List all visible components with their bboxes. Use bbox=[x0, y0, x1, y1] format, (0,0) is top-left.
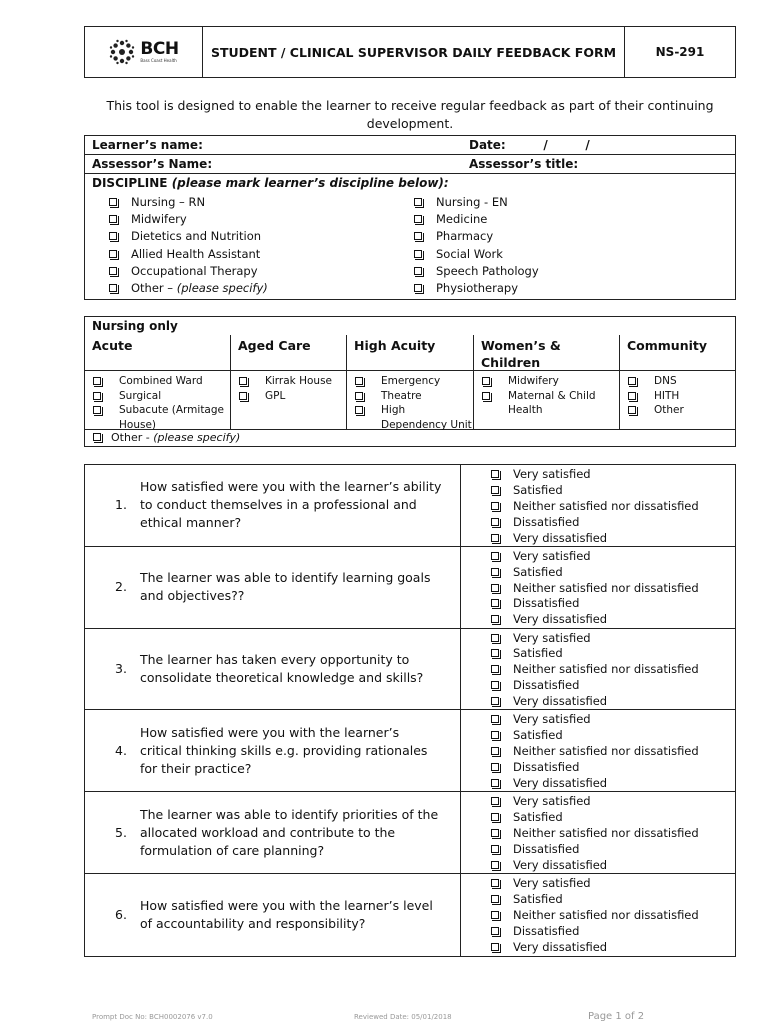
rating-option-label: Dissatisfied bbox=[513, 841, 580, 856]
checkbox[interactable] bbox=[491, 927, 499, 935]
nursing-option-label: Midwifery bbox=[508, 375, 559, 387]
discipline-option[interactable] bbox=[109, 211, 410, 228]
rating-option-label: Satisfied bbox=[513, 891, 563, 906]
rating-option-label: Dissatisfied bbox=[513, 923, 580, 938]
rating-option-label: Neither satisfied nor dissatisfied bbox=[513, 907, 699, 922]
intro-text: This tool is designed to enable the learner to receive regular feedback as part of their continuing development. bbox=[106, 98, 714, 131]
question-row bbox=[85, 792, 735, 874]
rating-option-label: Neither satisfied nor dissatisfied bbox=[513, 498, 699, 513]
rating-option[interactable] bbox=[491, 515, 735, 531]
assessor-name-label: Assessor’s Name: bbox=[92, 157, 213, 171]
discipline-option-label: Nursing – RN bbox=[131, 195, 206, 209]
rating-option[interactable] bbox=[491, 694, 735, 710]
rating-option-label: Neither satisfied nor dissatisfied bbox=[513, 662, 699, 677]
rating-option[interactable] bbox=[491, 499, 735, 515]
checkbox[interactable] bbox=[491, 911, 499, 919]
form-header bbox=[84, 26, 736, 78]
rating-option[interactable] bbox=[491, 842, 735, 858]
nursing-columns bbox=[85, 335, 735, 429]
checkbox[interactable] bbox=[491, 518, 499, 526]
nursing-column-acute bbox=[85, 335, 231, 429]
discipline-option[interactable] bbox=[414, 263, 735, 280]
question-row bbox=[85, 710, 735, 792]
checkbox[interactable] bbox=[491, 697, 499, 705]
question-row bbox=[85, 874, 735, 956]
nursing-option[interactable] bbox=[628, 403, 735, 418]
rating-option[interactable] bbox=[491, 531, 735, 547]
checkbox[interactable] bbox=[491, 715, 499, 723]
question-text-cell bbox=[85, 874, 461, 956]
rating-option[interactable] bbox=[491, 892, 735, 908]
rating-option-label: Very dissatisfied bbox=[513, 694, 608, 709]
discipline-column-right bbox=[410, 194, 735, 297]
checkbox[interactable] bbox=[491, 634, 499, 642]
rating-option-label: Very satisfied bbox=[513, 548, 591, 563]
nursing-column-options bbox=[347, 371, 473, 429]
rating-option[interactable] bbox=[491, 565, 735, 581]
checkbox[interactable] bbox=[491, 502, 499, 510]
checkbox[interactable] bbox=[491, 829, 499, 837]
checkbox[interactable] bbox=[93, 392, 101, 400]
rating-option[interactable] bbox=[491, 826, 735, 842]
nursing-column-options bbox=[231, 371, 346, 429]
nursing-column-heading: Women’s & Children bbox=[474, 335, 619, 371]
nursing-option[interactable] bbox=[239, 389, 346, 404]
discipline-option[interactable] bbox=[414, 246, 735, 263]
question-row bbox=[85, 629, 735, 711]
checkbox[interactable] bbox=[491, 861, 499, 869]
rating-option[interactable] bbox=[491, 744, 735, 760]
nursing-option-label: Subacute (Armitage House) bbox=[119, 404, 224, 431]
checkbox[interactable] bbox=[414, 267, 422, 275]
checkbox[interactable] bbox=[414, 215, 422, 223]
question-number: 1. bbox=[115, 497, 127, 513]
rating-option[interactable] bbox=[491, 776, 735, 792]
checkbox[interactable] bbox=[628, 406, 636, 414]
nursing-only-title: Nursing only bbox=[92, 319, 178, 333]
bch-logo-icon bbox=[108, 38, 136, 66]
learner-name-row bbox=[85, 136, 735, 155]
rating-option[interactable] bbox=[491, 581, 735, 597]
nursing-column-heading: Community bbox=[620, 335, 735, 371]
rating-option-label: Very dissatisfied bbox=[513, 612, 608, 627]
rating-option[interactable] bbox=[491, 549, 735, 565]
checkbox[interactable] bbox=[491, 599, 499, 607]
checkbox[interactable] bbox=[491, 615, 499, 623]
question-text-cell bbox=[85, 465, 461, 546]
rating-option-label: Very dissatisfied bbox=[513, 775, 608, 790]
discipline-option-label: Nursing - EN bbox=[436, 195, 508, 209]
assessor-row bbox=[85, 155, 735, 174]
discipline-option[interactable] bbox=[109, 263, 410, 280]
checkbox[interactable] bbox=[491, 486, 499, 494]
checkbox[interactable] bbox=[239, 392, 247, 400]
rating-option-label: Very satisfied bbox=[513, 630, 591, 645]
checkbox[interactable] bbox=[491, 552, 499, 560]
nursing-option[interactable] bbox=[93, 389, 230, 404]
checkbox[interactable] bbox=[491, 649, 499, 657]
nursing-option-label: GPL bbox=[265, 389, 286, 402]
nursing-option[interactable] bbox=[482, 389, 619, 418]
rating-option[interactable] bbox=[491, 728, 735, 744]
question-options bbox=[461, 874, 735, 956]
rating-option-label: Very satisfied bbox=[513, 467, 591, 481]
bch-logo bbox=[85, 27, 203, 77]
nursing-option-label: High Dependency Unit bbox=[381, 404, 472, 431]
nursing-option-label: Emergency bbox=[381, 375, 441, 387]
question-number: 5. bbox=[115, 824, 127, 840]
logo-subtext: Bass Coast Health bbox=[140, 57, 177, 63]
nursing-option-label: Surgical bbox=[119, 389, 162, 402]
learner-name-label: Learner’s name: bbox=[92, 138, 203, 152]
rating-option[interactable] bbox=[491, 940, 735, 956]
discipline-option-other[interactable] bbox=[109, 280, 410, 297]
checkbox[interactable] bbox=[109, 250, 117, 258]
rating-option-label: Very dissatisfied bbox=[513, 939, 608, 954]
rating-option-label: Satisfied bbox=[513, 810, 563, 825]
question-options bbox=[461, 710, 735, 791]
checkbox[interactable] bbox=[355, 406, 363, 414]
nursing-column-community bbox=[620, 335, 735, 429]
nursing-column-women-s-children bbox=[474, 335, 620, 429]
checkbox[interactable] bbox=[93, 433, 101, 441]
nursing-option-label: HITH bbox=[654, 389, 680, 402]
discipline-option[interactable] bbox=[109, 228, 410, 245]
nursing-option-label: DNS bbox=[654, 375, 677, 387]
rating-option-label: Very dissatisfied bbox=[513, 857, 608, 872]
logo-text: BCH bbox=[140, 38, 179, 59]
discipline-option-label: Medicine bbox=[436, 212, 488, 227]
question-text: The learner was able to identify learning goals and objectives?? bbox=[140, 570, 431, 604]
question-row bbox=[85, 465, 735, 547]
question-number: 6. bbox=[115, 906, 127, 922]
rating-option[interactable] bbox=[491, 924, 735, 940]
checkbox[interactable] bbox=[491, 681, 499, 689]
rating-option-label: Very dissatisfied bbox=[513, 530, 608, 545]
nursing-other-note: (please specify) bbox=[153, 431, 241, 444]
checkbox[interactable] bbox=[109, 284, 117, 292]
footer-page-number: Page 1 of 2 bbox=[588, 1011, 645, 1022]
nursing-option-label: Kirrak House bbox=[265, 375, 333, 387]
checkbox[interactable] bbox=[491, 797, 499, 805]
nursing-option[interactable] bbox=[355, 403, 473, 432]
checkbox[interactable] bbox=[491, 534, 499, 542]
checkbox[interactable] bbox=[491, 895, 499, 903]
checkbox[interactable] bbox=[355, 392, 363, 400]
question-options bbox=[461, 465, 735, 546]
checkbox[interactable] bbox=[491, 584, 499, 592]
discipline-option-label: Pharmacy bbox=[436, 229, 494, 244]
rating-option[interactable] bbox=[491, 612, 735, 628]
checkbox[interactable] bbox=[414, 198, 422, 206]
checkbox[interactable] bbox=[491, 763, 499, 771]
rating-option[interactable] bbox=[491, 794, 735, 810]
question-text: How satisfied were you with the learner’s level of accountability and responsibility? bbox=[140, 897, 433, 931]
checkbox[interactable] bbox=[628, 392, 636, 400]
learner-details-table bbox=[84, 135, 736, 300]
question-number: 3. bbox=[115, 660, 127, 676]
checkbox[interactable] bbox=[414, 250, 422, 258]
nursing-option-label: Combined Ward bbox=[119, 375, 203, 387]
checkbox[interactable] bbox=[109, 215, 117, 223]
nursing-option[interactable] bbox=[355, 389, 473, 404]
checkbox[interactable] bbox=[93, 377, 101, 385]
rating-option-label: Dissatisfied bbox=[513, 596, 580, 611]
checkbox[interactable] bbox=[491, 731, 499, 739]
feedback-questions-table bbox=[84, 464, 736, 957]
discipline-option[interactable] bbox=[109, 194, 410, 211]
nursing-option[interactable] bbox=[628, 389, 735, 404]
rating-option-label: Dissatisfied bbox=[513, 514, 580, 529]
rating-option-label: Satisfied bbox=[513, 482, 563, 497]
checkbox[interactable] bbox=[491, 665, 499, 673]
question-options bbox=[461, 792, 735, 873]
nursing-option-label: Other bbox=[654, 404, 684, 417]
nursing-other-label: Other - bbox=[111, 431, 150, 444]
rating-option[interactable] bbox=[491, 760, 735, 776]
footer-doc-number: Prompt Doc No: BCH0002076 v7.0 bbox=[92, 1013, 213, 1021]
checkbox[interactable] bbox=[109, 232, 117, 240]
checkbox[interactable] bbox=[491, 779, 499, 787]
nursing-column-options bbox=[85, 371, 230, 429]
checkbox[interactable] bbox=[414, 232, 422, 240]
nursing-column-high-acuity bbox=[347, 335, 474, 429]
form-code: NS-291 bbox=[655, 45, 705, 59]
checkbox[interactable] bbox=[491, 470, 499, 478]
discipline-option[interactable] bbox=[414, 211, 735, 228]
question-number: 4. bbox=[115, 742, 127, 758]
discipline-option-label: Speech Pathology bbox=[436, 263, 539, 278]
discipline-option-label: Allied Health Assistant bbox=[131, 246, 261, 261]
checkbox[interactable] bbox=[491, 568, 499, 576]
footer-reviewed-date: Reviewed Date: 05/01/2018 bbox=[354, 1013, 452, 1021]
rating-option-label: Very satisfied bbox=[513, 875, 591, 890]
discipline-row bbox=[85, 174, 735, 192]
rating-option[interactable] bbox=[491, 646, 735, 662]
question-text-cell bbox=[85, 629, 461, 710]
rating-option[interactable] bbox=[491, 876, 735, 892]
checkbox[interactable] bbox=[491, 747, 499, 755]
checkbox[interactable] bbox=[93, 406, 101, 414]
rating-option-label: Very satisfied bbox=[513, 794, 591, 809]
date-label: Date: / / bbox=[469, 138, 590, 152]
rating-option-label: Satisfied bbox=[513, 646, 563, 661]
discipline-option[interactable] bbox=[109, 246, 410, 263]
nursing-option[interactable] bbox=[93, 403, 230, 432]
assessor-title-label: Assessor’s title: bbox=[469, 157, 579, 171]
question-text-cell bbox=[85, 792, 461, 873]
checkbox[interactable] bbox=[109, 198, 117, 206]
checkbox[interactable] bbox=[491, 943, 499, 951]
rating-option-label: Neither satisfied nor dissatisfied bbox=[513, 580, 699, 595]
rating-option-label: Satisfied bbox=[513, 564, 563, 579]
rating-option[interactable] bbox=[491, 908, 735, 924]
nursing-column-heading: Acute bbox=[85, 335, 230, 371]
question-text-cell bbox=[85, 710, 461, 791]
rating-option[interactable] bbox=[491, 483, 735, 499]
discipline-note: (please mark learner’s discipline below): bbox=[171, 176, 449, 190]
checkbox[interactable] bbox=[414, 284, 422, 292]
nursing-column-aged-care bbox=[231, 335, 347, 429]
checkbox[interactable] bbox=[491, 879, 499, 887]
discipline-option[interactable] bbox=[414, 194, 735, 211]
nursing-option[interactable] bbox=[482, 374, 619, 389]
nursing-option[interactable] bbox=[93, 374, 230, 389]
checkbox[interactable] bbox=[355, 377, 363, 385]
rating-option[interactable] bbox=[491, 596, 735, 612]
discipline-other-label: Other – bbox=[131, 280, 174, 295]
rating-option-label: Very satisfied bbox=[513, 712, 591, 727]
nursing-column-options bbox=[620, 371, 735, 429]
discipline-option-label: Occupational Therapy bbox=[131, 263, 258, 278]
discipline-option-label: Midwifery bbox=[131, 212, 187, 227]
discipline-option-label: Physiotherapy bbox=[436, 280, 519, 295]
rating-option[interactable] bbox=[491, 662, 735, 678]
question-text: The learner was able to identify priorities of the allocated workload and contribute to the formulation of care planning? bbox=[140, 806, 439, 858]
nursing-column-heading: Aged Care bbox=[231, 335, 346, 371]
rating-option[interactable] bbox=[491, 810, 735, 826]
nursing-option-label: Theatre bbox=[381, 389, 422, 402]
question-number: 2. bbox=[115, 579, 127, 595]
form-title: STUDENT / CLINICAL SUPERVISOR DAILY FEEDBACK FORM bbox=[203, 27, 625, 77]
question-text: How satisfied were you with the learner’s critical thinking skills e.g. providing rationales for their practice? bbox=[140, 724, 428, 776]
rating-option[interactable] bbox=[491, 631, 735, 647]
checkbox[interactable] bbox=[491, 845, 499, 853]
checkbox[interactable] bbox=[482, 392, 490, 400]
rating-option[interactable] bbox=[491, 678, 735, 694]
question-text-cell bbox=[85, 547, 461, 628]
rating-option-label: Neither satisfied nor dissatisfied bbox=[513, 825, 699, 840]
checkbox[interactable] bbox=[482, 377, 490, 385]
checkbox[interactable] bbox=[628, 377, 636, 385]
checkbox[interactable] bbox=[239, 377, 247, 385]
question-options bbox=[461, 629, 735, 710]
question-text: The learner has taken every opportunity to consolidate theoretical knowledge and skills? bbox=[140, 651, 424, 685]
checkbox[interactable] bbox=[109, 267, 117, 275]
rating-option[interactable] bbox=[491, 712, 735, 728]
question-text: How satisfied were you with the learner’s ability to conduct themselves in a professional and ethical manner? bbox=[140, 479, 442, 531]
discipline-list bbox=[85, 192, 735, 299]
discipline-column-left bbox=[85, 194, 410, 297]
rating-option-label: Neither satisfied nor dissatisfied bbox=[513, 744, 699, 759]
rating-option[interactable] bbox=[491, 858, 735, 874]
nursing-column-heading: High Acuity bbox=[347, 335, 473, 371]
rating-option-label: Satisfied bbox=[513, 728, 563, 743]
rating-option-label: Dissatisfied bbox=[513, 678, 580, 693]
discipline-option[interactable] bbox=[414, 228, 735, 245]
rating-option[interactable] bbox=[491, 467, 735, 483]
discipline-option-label: Social Work bbox=[436, 246, 503, 261]
nursing-option[interactable] bbox=[628, 374, 735, 389]
nursing-column-options bbox=[474, 371, 619, 429]
question-row bbox=[85, 547, 735, 629]
nursing-option-label: Maternal & Child Health bbox=[508, 389, 596, 417]
nursing-only-table bbox=[84, 316, 736, 447]
rating-option-label: Dissatisfied bbox=[513, 760, 580, 775]
nursing-option[interactable] bbox=[355, 374, 473, 389]
discipline-label: DISCIPLINE bbox=[92, 176, 168, 190]
discipline-other-note: (please specify) bbox=[176, 280, 268, 295]
checkbox[interactable] bbox=[491, 813, 499, 821]
question-options bbox=[461, 547, 735, 628]
discipline-option[interactable] bbox=[414, 280, 735, 297]
discipline-option-label: Dietetics and Nutrition bbox=[131, 229, 262, 244]
nursing-option[interactable] bbox=[239, 374, 346, 389]
